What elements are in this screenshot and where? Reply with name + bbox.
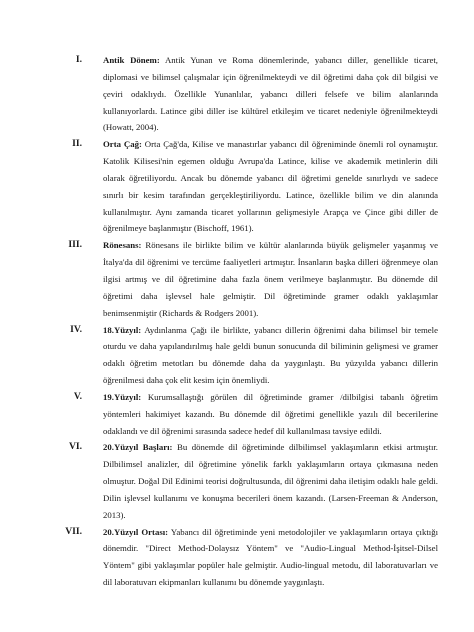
item-text: Rönesans ile birlikte bilim ve kültür alanlarında büyük gelişmeler yaşanmış ve İtalya'da dil öğrenimi ve tercüme faaliyetleri artmıştır. İnsanların başka dilleri öğrenmeye olan ilgisi artmış ve dil öğretimine daha fazla önem verilmeye başlanmıştır. Bu dönemde dil öğretimi daha işlevsel hale gelmiştir. Dil öğretiminde gramer odaklı yaklaşımlar benimsenmiştir (Richards & Rodgers 2001). <box>103 240 438 318</box>
item-numeral: I. <box>75 54 82 65</box>
item-body <box>103 52 438 136</box>
item-text: Aydınlanma Çağı ile birlikte, yabancı dillerin öğrenimi daha bilimsel bir temele oturdu ve daha yapılandırılmış hale geldi bunun sonucunda dil biliminin gelişmesi ve gramer odaklı öğretim metotları bu dönemde daha da yaygınlaştı. Bu yüzyılda yabancı dillerin öğrenilmesi daha çok elit kesim için önemliydi. <box>103 324 438 386</box>
item-text: Bu dönemde dil öğretiminde dilbilimsel yaklaşımların etkisi artmıştır. Dilbilimsel analizler, dil öğretimine yönelik farklı yaklaşımların ortaya çıkmasına neden olmuştur. Doğal Dil Edinimi teorisi doğrultusunda, dil öğrenimi daha iletişim odaklı hale geldi. Dilin işlevsel kullanımı ve konuşma becerileri önem kazandı. (Larsen-Freeman & Anderson, 2013). <box>103 442 438 520</box>
list-item <box>40 439 438 523</box>
item-heading: 20.Yüzyıl Başları: <box>103 442 173 453</box>
item-body <box>103 524 438 591</box>
item-numeral: VI. <box>68 441 82 453</box>
item-text: Yabancı dil öğretiminde yeni metodolojiler ve yaklaşımların ortaya çıktığı dönemdir. "Direct Method-Dolaysız Yöntem" ve "Audio-Lingual Method-İşitsel-Dilsel Yöntem" gibi yaklaşımlar popüler hale gelmiştir. Audio-lingual metodu, dil laboratuvarları ve dil laboratuvarı ekipmanları kullanımı bu dönemde yaygınlaştı. <box>103 526 438 588</box>
item-body <box>103 237 438 321</box>
item-numeral: III. <box>68 239 82 251</box>
item-heading: Orta Çağ: <box>103 139 142 150</box>
item-heading: Rönesans: <box>103 240 142 251</box>
item-body <box>103 389 438 440</box>
item-numeral: IV. <box>70 323 82 335</box>
item-heading: 18.Yüzyıl: <box>103 324 142 335</box>
item-numeral: V. <box>73 390 82 402</box>
list-item <box>40 52 438 136</box>
history-list <box>40 52 438 591</box>
list-item <box>40 389 438 440</box>
item-text: Kurumsallaştığı görülen dil öğretiminde gramer /dilbilgisi tabanlı öğretim yöntemleri hakimiyet kazandı. Bu dönemde dil öğretimi genellikle yazılı dil becerilerine odaklandı ve dil öğrenimi sırasında sadece hedef dil kullanılması tavsiye edildi. <box>103 391 438 436</box>
list-item <box>40 136 438 237</box>
item-numeral: II. <box>72 138 82 150</box>
item-heading: 20.Yüzyıl Ortası: <box>103 526 169 537</box>
item-heading: Antik Dönem: <box>103 55 160 65</box>
item-text: Orta Çağ'da, Kilise ve manastırlar yabancı dil öğreniminde önemli rol oynamıştır. Katolik Kilisesi'nin egemen olduğu Avrupa'da Latince, kilise ve akademik metinlerin dili olarak öğretiliyordu. Ancak bu dönemde yabancı dil öğretimi genelde sınırlıydı ve sadece sınırlı bir kesim tarafından gerçekleştiriliyordu. Latince, özellikle bilim ve din alanında kullanılmıştır. Aynı zamanda ticaret yollarının gelişmesiyle Arapça ve Çince gibi diller de öğrenilmeye başlanmıştır (Bischoff, 1961). <box>103 139 438 234</box>
item-numeral: VII. <box>65 525 82 537</box>
item-text: Antik Yunan ve Roma dönemlerinde, yabancı diller, genellikle ticaret, diplomasi ve bilimsel çalışmalar için öğrenilmekteydi ve dil öğretimi daha çok dil bilgisi ve çeviri odaklıydı. Özellikle Yunanlılar, yabancı dilleri felsefe ve bilim alanlarında kullanıyorlardı. Latince gibi diller ise kültürel etkileşim ve ticaret nedeniyle öğrenilmekteydi (Howatt, 2004). <box>103 55 438 133</box>
list-item <box>40 322 438 389</box>
item-body <box>103 136 438 237</box>
item-body <box>103 439 438 523</box>
list-item <box>40 524 438 591</box>
list-item <box>40 237 438 321</box>
item-heading: 19.Yüzyıl: <box>103 391 142 402</box>
item-body <box>103 322 438 389</box>
